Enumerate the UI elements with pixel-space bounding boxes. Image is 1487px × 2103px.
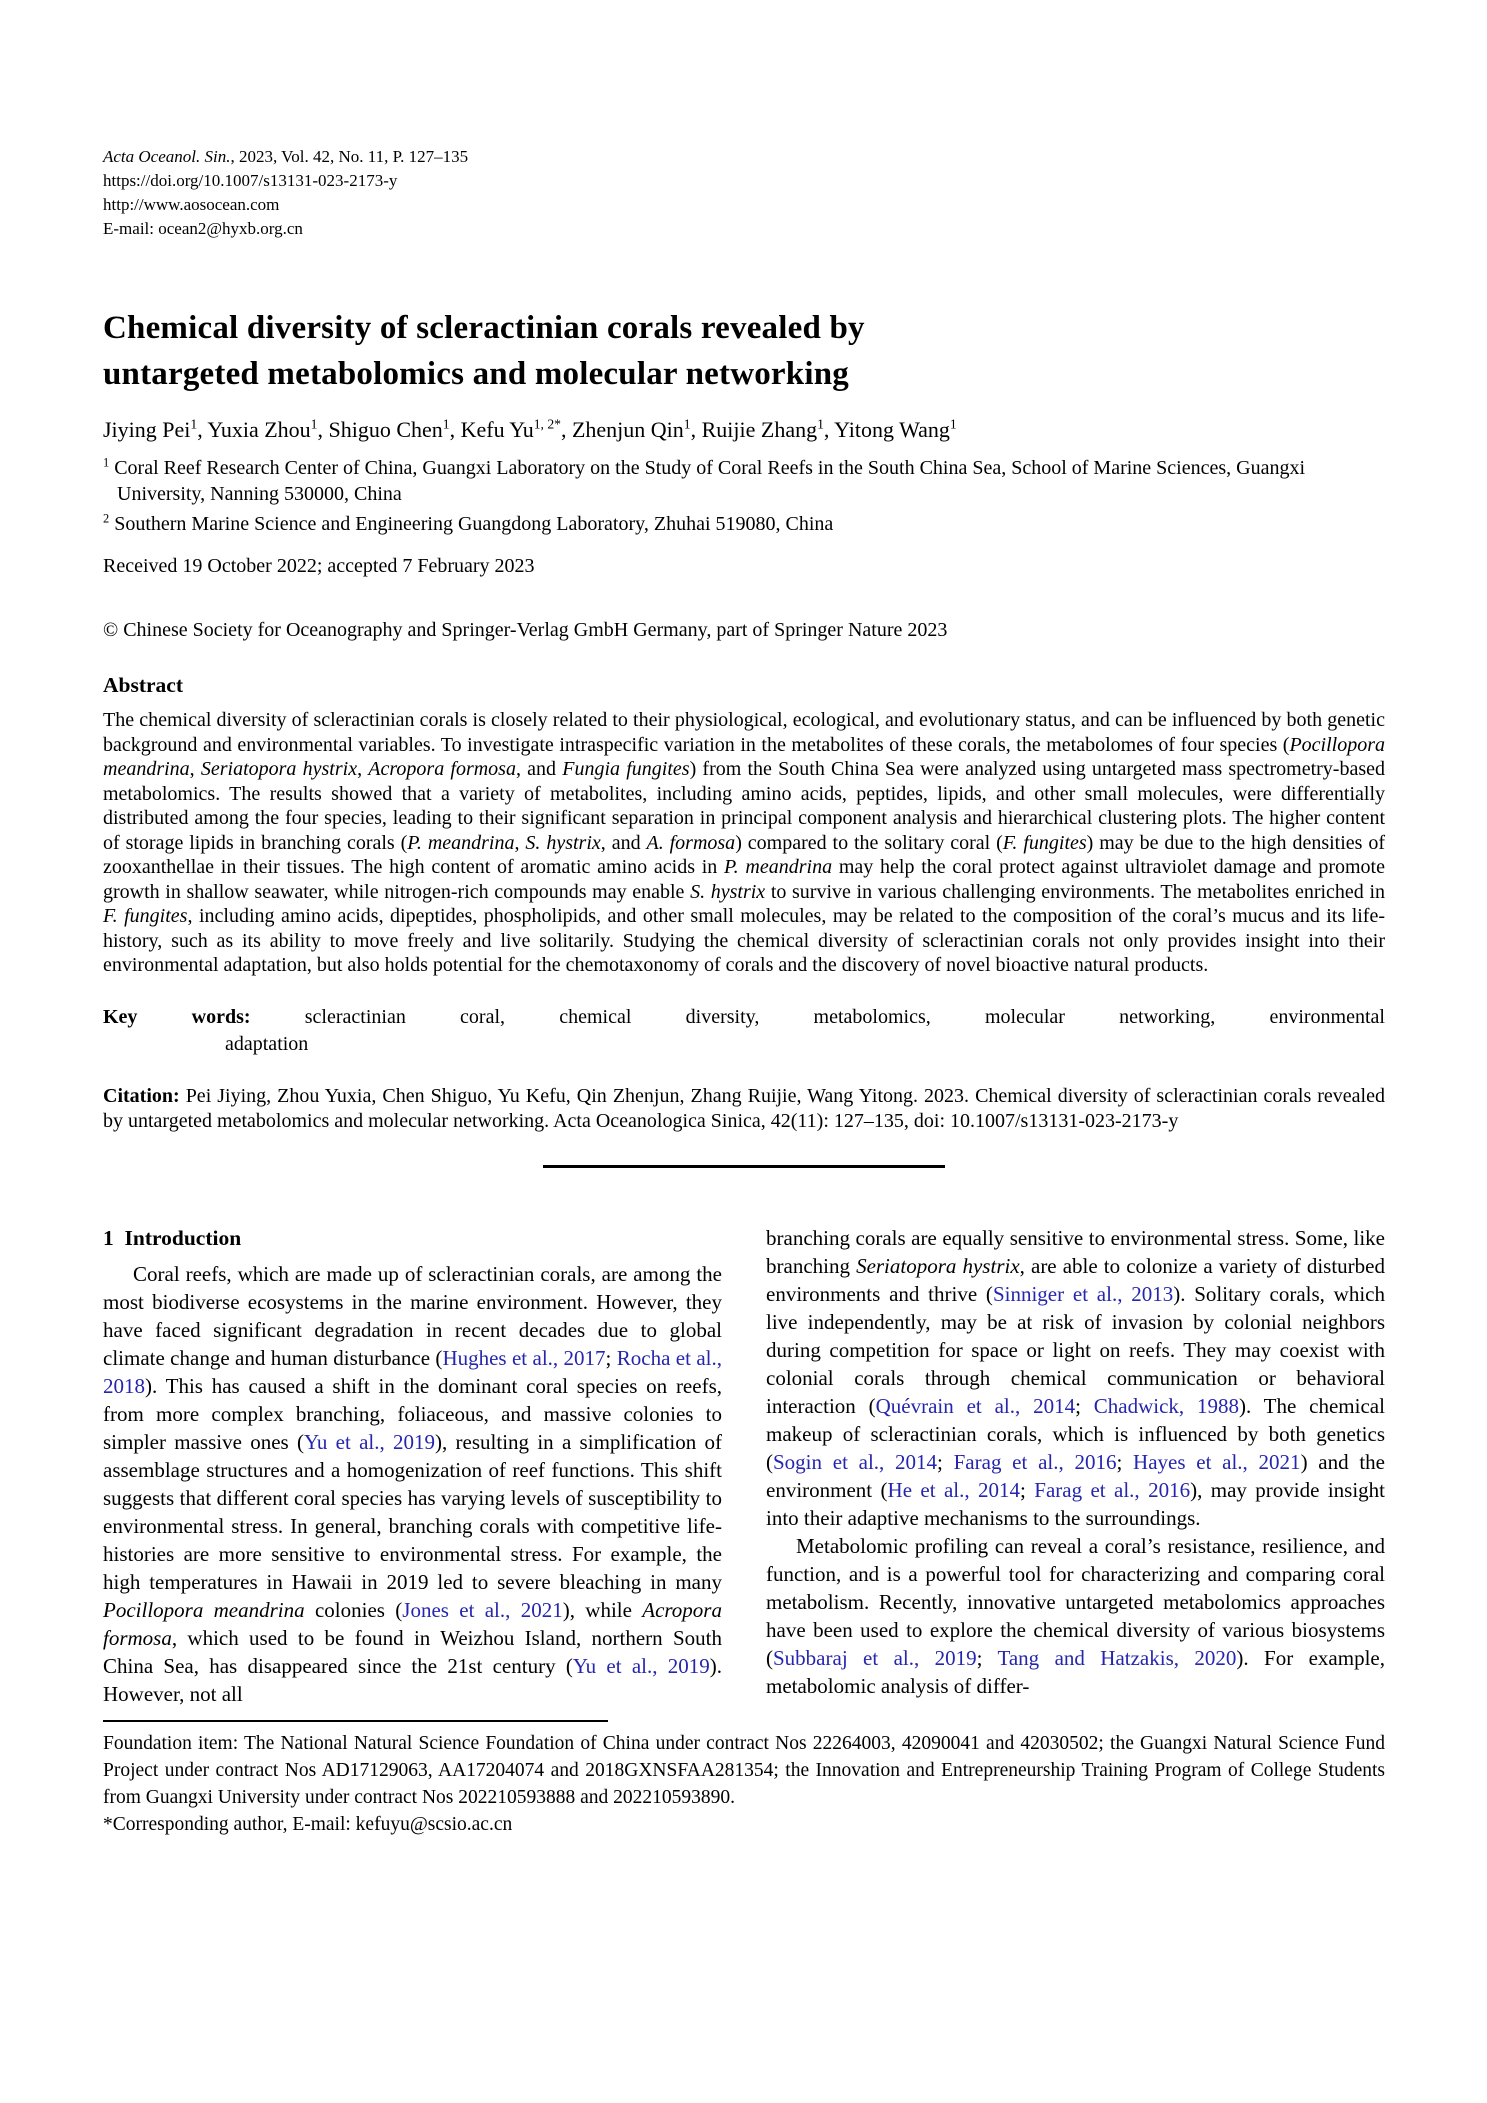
text-run: Citation: bbox=[103, 1084, 186, 1107]
left-column bbox=[103, 1224, 722, 1708]
section-divider-rule bbox=[543, 1165, 945, 1168]
article-title bbox=[103, 305, 1385, 397]
affiliations bbox=[103, 455, 1385, 537]
text-run: may help the coral protect against ultraviolet damage and promote growth in shallow seawater, while nitrogen-rich compounds may enable bbox=[103, 856, 1385, 903]
text-run: P. meandrina bbox=[724, 856, 833, 878]
text-run: , and bbox=[515, 758, 563, 780]
text-run: , Shiguo Chen bbox=[317, 417, 443, 442]
text-run: The chemical diversity of scleractinian corals is closely related to their physiological, ecological, and evolutionary status, and can be influenced by both genetic background and environmental variables. To investigate intraspecific variation in the metabolites of these corals, the metabolomes of four species ( bbox=[103, 709, 1385, 756]
received-dates: Received 19 October 2022; accepted 7 February 2023 bbox=[103, 555, 535, 577]
citation-link[interactable]: Chadwick, 1988 bbox=[1093, 1393, 1239, 1418]
text-run: Acropora formosa bbox=[368, 758, 516, 780]
text-run: ) may be due to the high densities of zooxanthellae in their tissues. The high content of aromatic amino acids in bbox=[103, 831, 1386, 878]
text-run: ; bbox=[1116, 1449, 1134, 1474]
superscript: 1 bbox=[190, 416, 198, 432]
citation-block bbox=[103, 1084, 1385, 1135]
article-title-line2: untargeted metabolomics and molecular networking bbox=[103, 356, 849, 392]
text-run: , Ruijie Zhang bbox=[690, 417, 818, 442]
text-run: , bbox=[357, 758, 369, 780]
abstract-heading: Abstract bbox=[103, 673, 184, 697]
text-run: S. hystrix bbox=[690, 880, 766, 903]
foundation-item: Foundation item: The National Natural Science Foundation of China under contract Nos 22264003, 42090041 and 42030502; the Guangxi Natural Science Fund Project under contract Nos AD17129063, AA17204074 and 2018GXNSFAA281354; the Innovation and Entrepreneurship Training Program of College Students from Guangxi University under contract Nos 202210593888 and 202210593890. bbox=[103, 1732, 1385, 1808]
text-run: ; bbox=[937, 1449, 954, 1474]
text-run: ). This has caused a shift in the dominant coral species on reefs, from more complex branching, foliaceous, and massive colonies to simpler massive ones ( bbox=[103, 1373, 722, 1454]
text-run: ), while bbox=[562, 1597, 643, 1622]
superscript: 1 bbox=[310, 416, 318, 432]
superscript: 1 bbox=[103, 455, 110, 470]
citation-link[interactable]: Yu et al., 2019 bbox=[572, 1653, 710, 1678]
corresponding-author: *Corresponding author, E-mail: kefuyu@scsio.ac.cn bbox=[103, 1813, 513, 1835]
text-run: A. formosa bbox=[646, 831, 736, 854]
text-run: ; bbox=[1075, 1393, 1094, 1418]
citation-link[interactable]: Sogin et al., 2014 bbox=[773, 1449, 938, 1474]
text-run: , bbox=[189, 758, 201, 780]
citation-link[interactable]: Tang and Hatzakis, 2020 bbox=[997, 1645, 1237, 1670]
intro-paragraph-1 bbox=[103, 1260, 722, 1708]
intro-paragraph-2 bbox=[766, 1532, 1385, 1700]
keywords-block bbox=[103, 1004, 1385, 1058]
citation-link[interactable]: Sinniger et al., 2013 bbox=[992, 1281, 1174, 1306]
article-title-line1: Chemical diversity of scleractinian corals revealed by bbox=[103, 310, 865, 346]
abstract-section bbox=[103, 673, 1385, 978]
intro-paragraph-1-continued bbox=[766, 1224, 1385, 1532]
text-run: Southern Marine Science and Engineering Guangdong Laboratory, Zhuhai 519080, China bbox=[109, 513, 834, 535]
superscript: 1 bbox=[683, 416, 691, 432]
text-run: Key words: bbox=[103, 1005, 305, 1028]
footnote-block bbox=[103, 1730, 1385, 1838]
text-run: P. meandrina bbox=[407, 831, 515, 854]
citation-link[interactable]: Farag et al., 2016 bbox=[953, 1449, 1117, 1474]
text-run: Pei Jiying, Zhou Yuxia, Chen Shiguo, Yu Kefu, Qin Zhenjun, Zhang Ruijie, Wang Yitong. 2023. Chemical diversity of scleractinian corals revealed by untargeted metabolomics and molecular networking. Acta Oceanologica Sinica, 42(11): 127–135, doi: 10.1007/s13131-023-2173-y bbox=[103, 1084, 1385, 1132]
text-run: Acropora formosa bbox=[103, 1597, 722, 1650]
citation-link[interactable]: Yu et al., 2019 bbox=[304, 1429, 436, 1454]
journal-email: E-mail: ocean2@hyxb.org.cn bbox=[103, 219, 303, 238]
text-run: Seriatopora hystrix bbox=[200, 758, 358, 780]
text-run: ). For example, metabolomic analysis of differ- bbox=[766, 1645, 1385, 1698]
keywords-line2: adaptation bbox=[225, 1032, 309, 1055]
text-run: , and bbox=[600, 831, 647, 854]
text-run: ) and the environment ( bbox=[766, 1449, 1386, 1502]
citation-link[interactable]: Hughes et al., 2017 bbox=[442, 1345, 606, 1370]
text-run: ). The chemical makeup of scleractinian corals, which is influenced by both genetics ( bbox=[766, 1393, 1385, 1474]
right-column bbox=[766, 1224, 1385, 1708]
text-run: , 2023, Vol. 42, No. 11, P. 127–135 bbox=[230, 147, 469, 166]
text-run: , Yitong Wang bbox=[823, 417, 950, 442]
affiliation-1 bbox=[103, 455, 1385, 507]
text-run: ; bbox=[1020, 1477, 1035, 1502]
text-run: ) compared to the solitary coral ( bbox=[735, 831, 1003, 854]
doi-link[interactable]: https://doi.org/10.1007/s13131-023-2173-y bbox=[103, 171, 398, 190]
copyright-line: © Chinese Society for Oceanography and Springer-Verlag GmbH Germany, part of Springer Nature 2023 bbox=[103, 619, 948, 641]
citation-link[interactable]: Rocha et al., 2018 bbox=[103, 1345, 722, 1398]
superscript: 2 bbox=[103, 511, 110, 526]
text-run: , which used to be found in Weizhou Island, northern South China Sea, has disappeared since the 21st century ( bbox=[103, 1625, 722, 1678]
superscript: 1 bbox=[949, 416, 957, 432]
text-run: Pocillopora meandrina bbox=[103, 733, 1385, 780]
abstract-text bbox=[103, 708, 1385, 978]
two-column-body bbox=[103, 1224, 1385, 1708]
text-run: ). However, not all bbox=[103, 1653, 722, 1706]
superscript: 1, 2* bbox=[533, 416, 561, 432]
text-run: colonies ( bbox=[304, 1597, 403, 1622]
citation-link[interactable]: Subbaraj et al., 2019 bbox=[773, 1645, 977, 1670]
text-run: , are able to colonize a variety of disturbed environments and thrive ( bbox=[766, 1253, 1385, 1306]
journal-website-link[interactable]: http://www.aosocean.com bbox=[103, 195, 280, 214]
text-run: , Yuxia Zhou bbox=[197, 417, 311, 442]
citation-link[interactable]: Quévrain et al., 2014 bbox=[875, 1393, 1076, 1418]
text-run: Seriatopora hystrix bbox=[856, 1253, 1020, 1278]
text-run: to survive in various challenging environments. The metabolites enriched in bbox=[765, 880, 1386, 903]
text-run: branching corals are equally sensitive to environmental stress. Some, like branching bbox=[766, 1225, 1385, 1278]
text-run: Fungia fungites bbox=[562, 758, 690, 780]
text-run: Pocillopora meandrina bbox=[103, 1597, 305, 1622]
text-run: Metabolomic profiling can reveal a coral’s resistance, resilience, and function, and is a powerful tool for characterizing and comparing coral metabolism. Recently, innovative untargeted metabolomics approaches have been used to explore the chemical diversity of various biosystems ( bbox=[766, 1533, 1385, 1670]
text-run: Coral reefs, which are made up of scleractinian corals, are among the most biodiverse ecosystems in the marine environment. However, they have faced significant degradation in recent decades due to global climate change and human disturbance ( bbox=[103, 1261, 722, 1370]
text-run: scleractinian coral, chemical diversity, metabolomics, molecular networking, environmental bbox=[304, 1005, 1385, 1028]
text-run: ). Solitary corals, which live independently, may be at risk of invasion by colonial neighbors during competition for space or light on reefs. They may coexist with colonial corals through chemical communication or behavioral interaction ( bbox=[766, 1281, 1386, 1418]
text-run: Acta Oceanol. Sin. bbox=[103, 147, 231, 166]
text-run: Jiying Pei bbox=[103, 417, 191, 442]
citation-link[interactable]: Hayes et al., 2021 bbox=[1133, 1449, 1301, 1474]
text-run: , Kefu Yu bbox=[449, 417, 534, 442]
text-run: ; bbox=[605, 1345, 617, 1370]
journal-citation-line bbox=[103, 145, 1385, 169]
text-run: , Zhenjun Qin bbox=[560, 417, 684, 442]
citation-link[interactable]: He et al., 2014 bbox=[887, 1477, 1021, 1502]
journal-header bbox=[103, 145, 1385, 241]
superscript: 1 bbox=[442, 416, 450, 432]
footnote-rule bbox=[103, 1720, 608, 1722]
text-run: Coral Reef Research Center of China, Guangxi Laboratory on the Study of Coral Reefs in the South China Sea, School of Marine Sciences, Guangxi University, Nanning 530000, China bbox=[109, 457, 1306, 505]
text-run: ), may provide insight into their adaptive mechanisms to the surroundings. bbox=[766, 1477, 1386, 1530]
author-list bbox=[103, 415, 1385, 445]
text-run: F. fungites bbox=[103, 905, 188, 927]
citation-link[interactable]: Jones et al., 2021 bbox=[402, 1597, 563, 1622]
affiliation-2 bbox=[103, 511, 1385, 537]
citation-link[interactable]: Farag et al., 2016 bbox=[1034, 1477, 1191, 1502]
text-run: , bbox=[514, 831, 526, 854]
text-run: , including amino acids, dipeptides, phospholipids, and other small molecules, may be related to the composition of the coral’s mucus and its life-history, such as its ability to move freely and live solitarily. Studying the chemical diversity of scleractinian corals not only provides insight into their environmental adaptation, but also holds potential for the chemotaxonomy of corals and the discovery of novel bioactive natural products. bbox=[103, 905, 1386, 976]
text-run: S. hystrix bbox=[525, 831, 601, 854]
text-run: ), resulting in a simplification of assemblage structures and a homogenization of reef functions. This shift suggests that different coral species has varying levels of susceptibility to environmental stress. In general, branching corals with competitive life-histories are more sensitive to environmental stress. For example, the high temperatures in Hawaii in 2019 led to severe bleaching in many bbox=[103, 1429, 722, 1594]
text-run: ) from the South China Sea were analyzed using untargeted mass spectrometry-based metabolomics. The results showed that a variety of metabolites, including amino acids, peptides, lipids, and other small molecules, were differentially distributed among the four species, leading to their significant separation in principal component analysis and hierarchical clustering plots. The higher content of storage lipids in branching corals ( bbox=[103, 758, 1385, 854]
section-heading-introduction: 1 Introduction bbox=[103, 1225, 242, 1250]
superscript: 1 bbox=[817, 416, 824, 432]
text-run: ; bbox=[976, 1645, 998, 1670]
keywords-line1 bbox=[103, 1004, 1385, 1031]
text-run: F. fungites bbox=[1002, 831, 1087, 854]
